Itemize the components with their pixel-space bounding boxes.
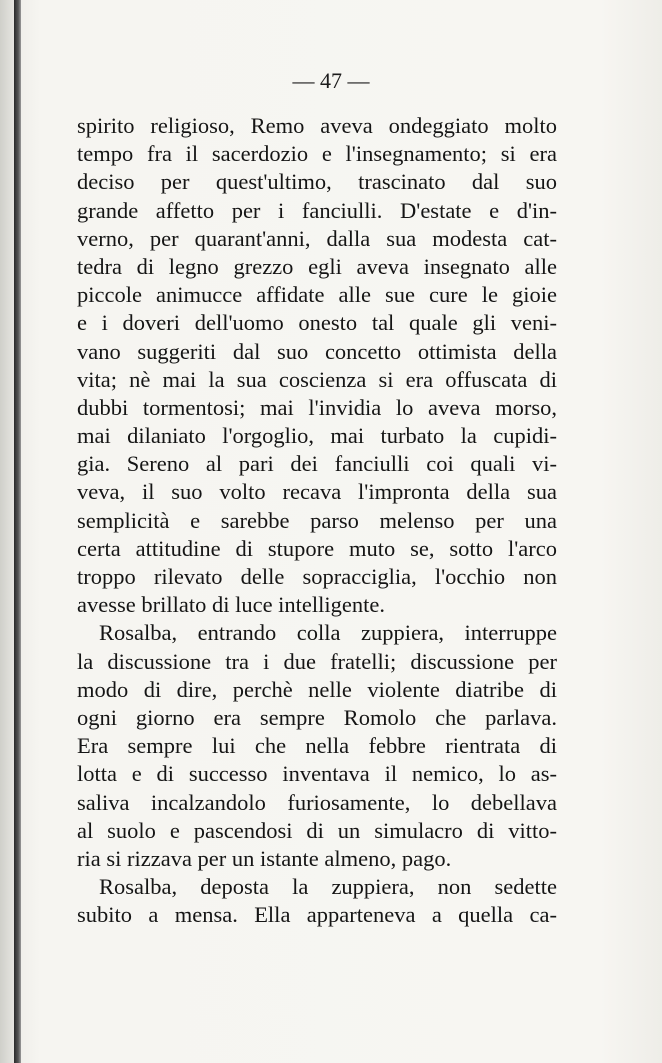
text-line: subito a mensa. Ella apparteneva a quella ca- bbox=[77, 902, 557, 928]
text-line: mai dilaniato l'orgoglio, mai turbato la cupidi- bbox=[77, 423, 557, 449]
text-line: e i doveri dell'uomo onesto tal quale gli veni- bbox=[77, 310, 557, 336]
text-line: veva, il suo volto recava l'impronta della sua bbox=[77, 479, 557, 505]
text-line: deciso per quest'ultimo, trascinato dal suo bbox=[77, 169, 557, 195]
text-line: ria si rizzava per un istante almeno, pago. bbox=[77, 845, 452, 871]
text-line: gia. Sereno al pari dei fanciulli coi quali vi- bbox=[77, 451, 557, 477]
body-text bbox=[77, 112, 557, 929]
text-line: la discussione tra i due fratelli; discussione per bbox=[77, 648, 557, 674]
text-line: vano suggeriti dal suo concetto ottimista della bbox=[77, 338, 557, 364]
text-line: dubbi tormentosi; mai l'invidia lo aveva morso, bbox=[77, 394, 557, 420]
text-line: tedra di legno grezzo egli aveva insegnato alle bbox=[77, 253, 557, 279]
text-line: tempo fra il sacerdozio e l'insegnamento; si era bbox=[77, 141, 557, 167]
text-line: Rosalba, entrando colla zuppiera, interruppe bbox=[99, 620, 557, 646]
text-line: vita; nè mai la sua coscienza si era offuscata di bbox=[77, 366, 557, 392]
page-edge-shadow bbox=[0, 0, 14, 1063]
text-line: spirito religioso, Remo aveva ondeggiato molto bbox=[77, 113, 557, 138]
text-line: modo di dire, perchè nelle violente diatribe di bbox=[77, 676, 557, 702]
text-line: grande affetto per i fanciulli. D'estate e d'in- bbox=[77, 197, 557, 223]
text-line: Era sempre lui che nella febbre rientrata di bbox=[77, 733, 557, 759]
text-line: al suolo e pascendosi di un simulacro di vitto- bbox=[77, 817, 557, 843]
text-line: certa attitudine di stupore muto se, sotto l'arco bbox=[77, 535, 557, 561]
page-number: — 47 — bbox=[292, 68, 370, 93]
text-line: semplicità e sarebbe parso melenso per una bbox=[77, 507, 557, 533]
book-spine bbox=[14, 0, 21, 1063]
text-line: lotta e di successo inventava il nemico, lo as- bbox=[77, 761, 557, 787]
text-line: ogni giorno era sempre Romolo che parlava. bbox=[77, 704, 557, 730]
text-line: verno, per quarant'anni, dalla sua modesta cat- bbox=[77, 225, 557, 251]
text-line: Rosalba, deposta la zuppiera, non sedette bbox=[99, 874, 557, 900]
text-line: piccole animucce affidate alle sue cure le gioie bbox=[77, 282, 557, 308]
text-line: avesse brillato di luce intelligente. bbox=[77, 592, 386, 618]
text-line: saliva incalzandolo furiosamente, lo debellava bbox=[77, 789, 557, 815]
text-line: troppo rilevato delle sopracciglia, l'occhio non bbox=[77, 564, 557, 589]
